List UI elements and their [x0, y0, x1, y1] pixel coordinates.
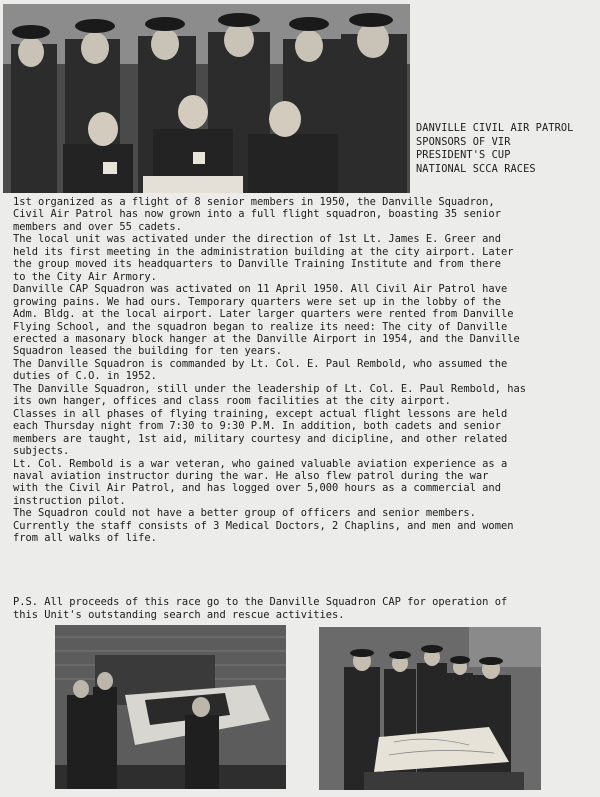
caption-line: DANVILLE CIVIL AIR PATROL: [416, 122, 574, 134]
article-line: Lt. Col. Rembold is a war veteran, who gained valuable aviation experience as a: [13, 457, 508, 470]
postscript-line: this Unit's outstanding search and rescue activities.: [13, 608, 345, 621]
article-line: The Danville Squadron, still under the leadership of Lt. Col. E. Paul Rembold, has: [13, 382, 526, 395]
caption-line: SPONSORS OF VIR: [416, 135, 511, 148]
photo-map-briefing: [319, 627, 541, 790]
article-line: members are taught, 1st aid, military courtesy and dicipline, and other related: [13, 432, 508, 445]
article-line: duties of C.O. in 1952.: [13, 370, 157, 383]
article-line: its own hanger, offices and class room facilities at the city airport.: [13, 395, 451, 408]
caption-line: PRESIDENT'S CUP: [416, 149, 511, 161]
article-line: naval aviation instructor during the war. He also flew patrol during the war: [13, 469, 489, 482]
article-line: instruction pilot.: [13, 494, 126, 507]
article-line: Flying School, and the squadron began to realize its need: The city of Danville: [13, 320, 508, 333]
caption-line: NATIONAL SCCA RACES: [416, 162, 536, 175]
article-line: Squadron leased the building for ten years.: [13, 345, 282, 358]
article-line: growing pains. We had ours. Temporary quarters were set up in the lobby of the: [13, 295, 501, 308]
article-line: held its first meeting in the administration building at the city airport. Later: [13, 245, 514, 258]
article-line: members and over 55 cadets.: [13, 220, 182, 233]
article-line: Civil Air Patrol has now grown into a full flight squadron, boasting 35 senior: [13, 208, 501, 221]
article-line: 1st organized as a flight of 8 senior members in 1950, the Danville Squadron,: [13, 196, 495, 208]
article-line: Classes in all phases of flying training, except actual flight lessons are held: [13, 407, 508, 420]
article-line: The local unit was activated under the direction of 1st Lt. James E. Greer and: [13, 233, 501, 246]
article-line: The Danville Squadron is commanded by Lt. Col. E. Paul Rembold, who assumed the: [13, 357, 508, 370]
photo-flight-trainer: [55, 625, 286, 789]
article-line: The Squadron could not have a better group of officers and senior members.: [13, 507, 476, 520]
article-line: the group moved its headquarters to Danville Training Institute and from there: [13, 258, 501, 271]
article-line: Currently the staff consists of 3 Medical Doctors, 2 Chaplins, and men and women: [13, 519, 514, 532]
article-line: with the Civil Air Patrol, and has logged over 5,000 hours as a commercial and: [13, 482, 501, 495]
article-body: [13, 196, 598, 545]
postscript: [13, 596, 598, 621]
article-line: Danville CAP Squadron was activated on 11 April 1950. All Civil Air Patrol have: [13, 283, 508, 296]
article-line: from all walks of life.: [13, 532, 157, 545]
article-line: erected a masonary block hanger at the Danville Airport in 1954, and the Danville: [13, 332, 520, 345]
article-line: subjects.: [13, 445, 70, 458]
article-line: to the City Air Armory.: [13, 270, 157, 283]
photo-caption: [416, 122, 598, 176]
postscript-line: P.S. All proceeds of this race go to the Danville Squadron CAP for operation of: [13, 596, 508, 608]
group-photo-officers: [3, 4, 410, 193]
article-line: each Thursday night from 7:30 to 9:30 P.M. In addition, both cadets and senior: [13, 420, 501, 433]
article-line: Adm. Bldg. at the local airport. Later larger quarters were rented from Danville: [13, 308, 514, 321]
